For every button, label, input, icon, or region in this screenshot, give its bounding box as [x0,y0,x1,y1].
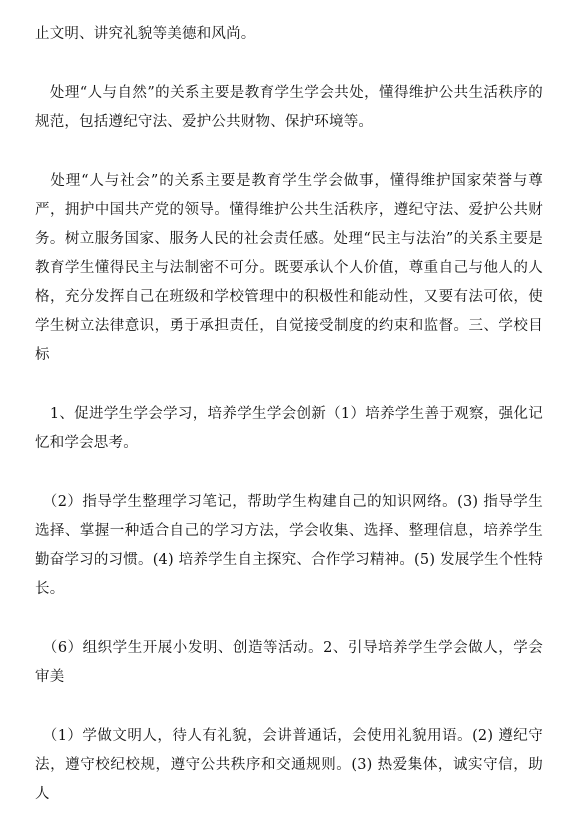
paragraph-gap [35,49,543,79]
paragraph-4: 1、促进学生学会学习，培养学生学会创新（1）培养学生善于观察，强化记忆和学会思考。 [35,406,543,451]
paragraph-2: 处理“人与自然”的关系主要是教育学生学会共处，懂得维护公共生活秩序的规范，包括遵纪守法、爱护公共财物、保护环境等。 [35,85,543,130]
paragraph-gap [35,692,543,722]
paragraph-gap [35,137,543,167]
paragraph-gap [35,458,543,488]
paragraph-3: 处理“人与社会”的关系主要是教育学生学会做事，懂得维护国家荣誉与尊严，拥护中国共产党的领导。懂得维护公共生活秩序，遵纪守法、爱护公共财务。树立服务国家、服务人民的社会责任感。处理“民主与法治”的关系主要是教育学生懂得民主与法制密不可分。既要承认个人价值，尊重自己与他人的人格，充分发挥自己在班级和学校管理中的积极性和能动性，又要有法可依，使学生树立法律意识，勇于承担责任，自觉接受制度的约束和监督。三、学校目标 [35,173,543,363]
paragraph-gap [35,370,543,400]
paragraph-6: （6）组织学生开展小发明、创造等活动。2、引导培养学生学会做人，学会审美 [35,640,543,685]
paragraph-gap [35,604,543,634]
document-page [35,20,543,809]
paragraph-7: （1）学做文明人，待人有礼貌，会讲普通话，会使用礼貌用语。(2) 遵纪守法，遵守校纪校规，遵守公共秩序和交通规则。(3) 热爱集体，诚实守信，助人 [35,728,543,802]
paragraph-5: （2）指导学生整理学习笔记，帮助学生构建自己的知识网络。(3) 指导学生选择、掌握一种适合自己的学习方法，学会收集、选择、整理信息，培养学生勤奋学习的习惯。(4) 培养学生自主探究、合作学习精神。(5) 发展学生个性特长。 [35,494,543,597]
paragraph-1: 止文明、讲究礼貌等美德和风尚。 [35,26,256,42]
